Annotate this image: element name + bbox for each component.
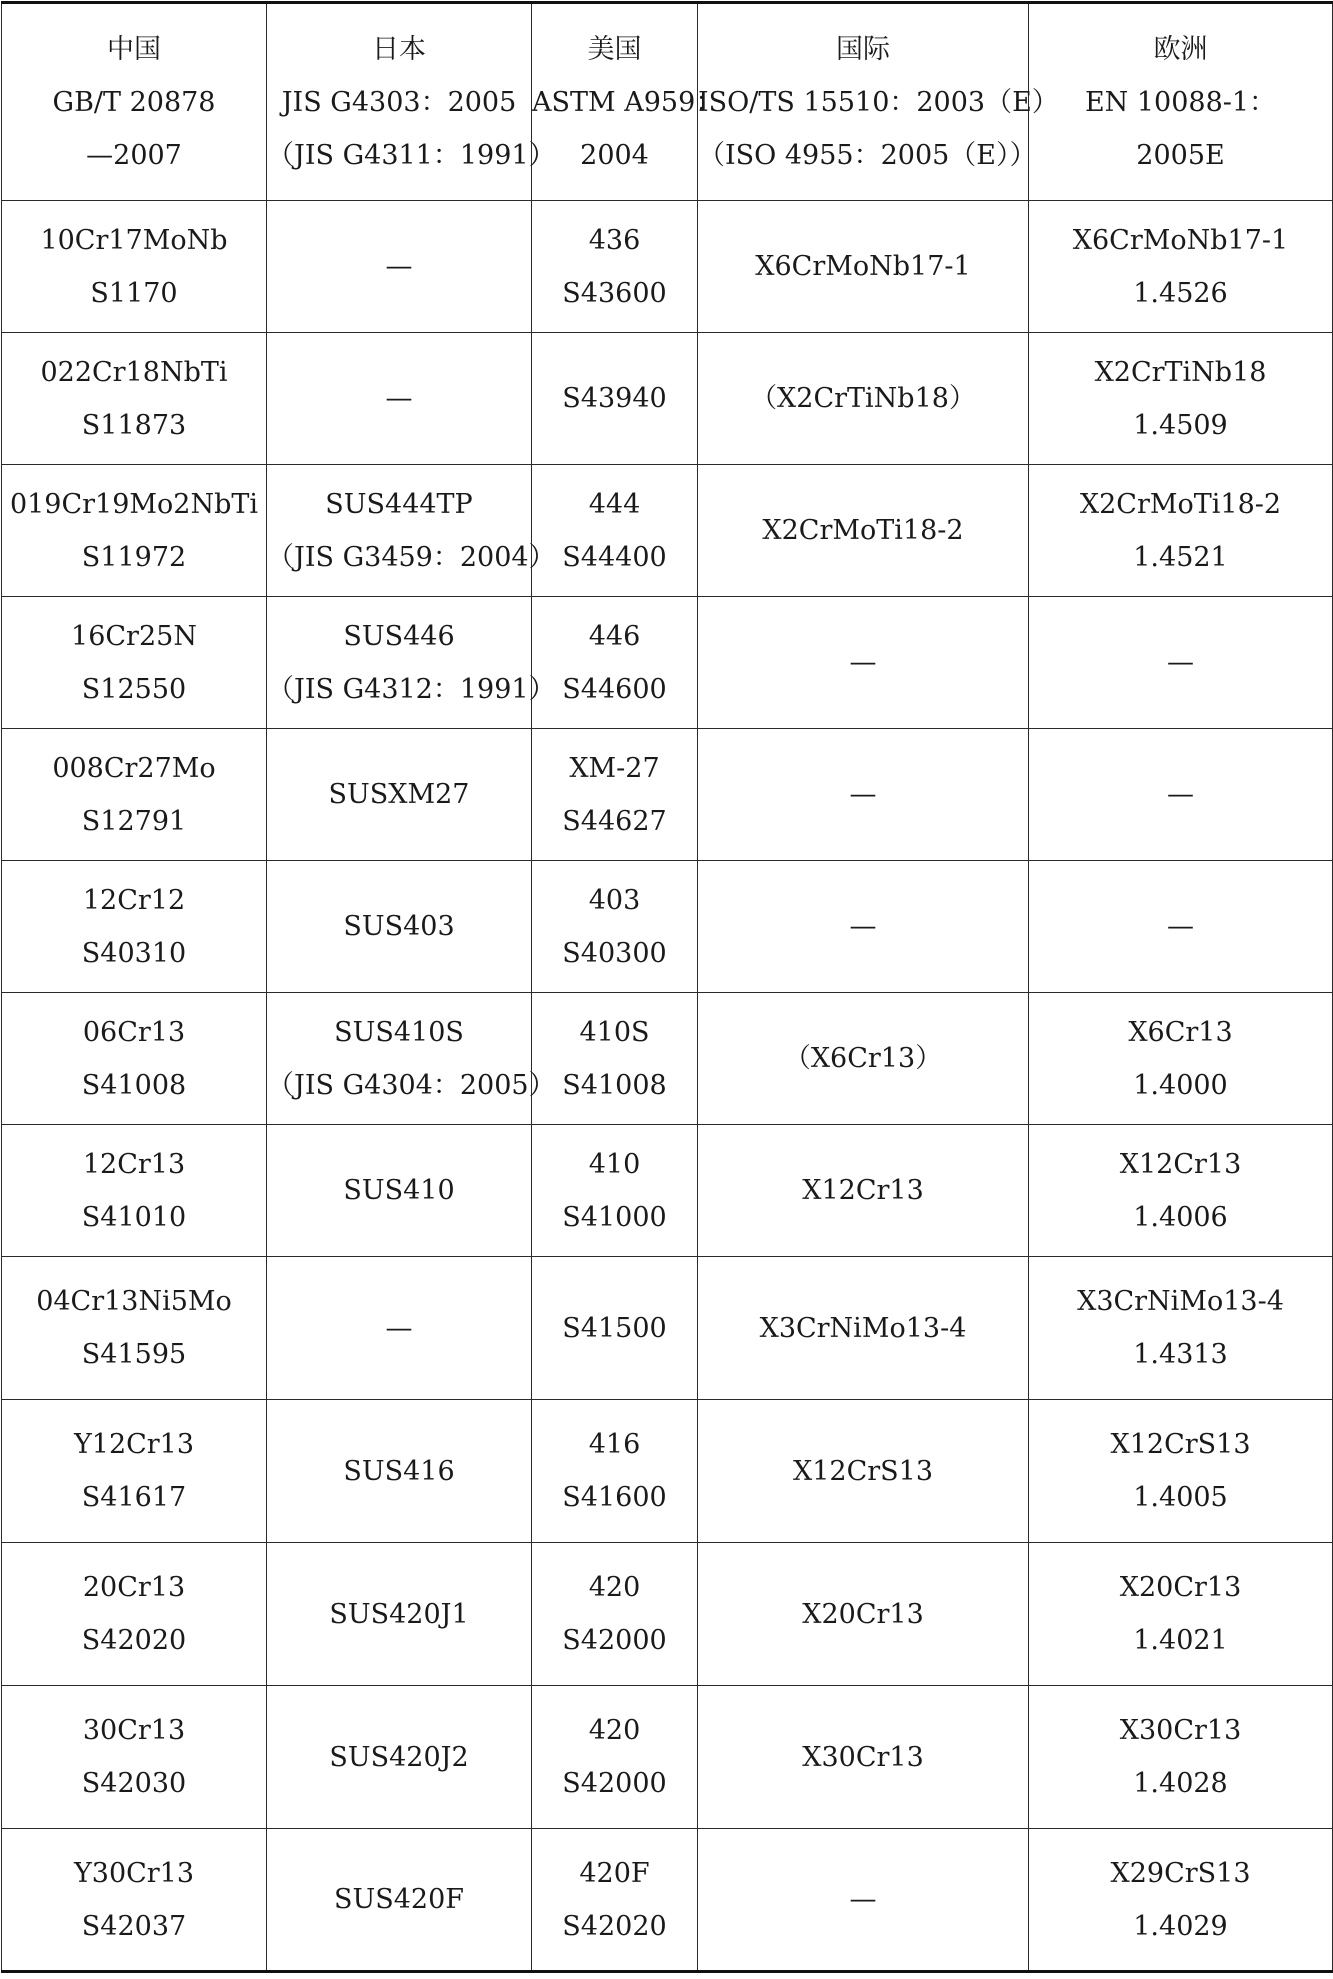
cell-line: （JIS G4304：2005） (267, 1069, 556, 1101)
cell-line: 30Cr13 (82, 1715, 186, 1746)
cell-international (698, 1400, 1029, 1543)
cell-line: S12791 (81, 805, 187, 837)
cell-japan (267, 333, 532, 465)
cell-line: 1.4006 (1133, 1201, 1228, 1233)
cell-europe (1029, 1686, 1333, 1829)
cell-international (698, 201, 1029, 333)
cell-international (698, 729, 1029, 861)
cell-line: S42000 (562, 1625, 667, 1656)
cell-line: — (385, 251, 413, 282)
header-europe (1029, 3, 1333, 201)
cell-line: SUS420J2 (329, 1741, 469, 1773)
cell-line: 446 (588, 620, 641, 652)
cell-international (698, 597, 1029, 729)
cell-japan (267, 1400, 532, 1543)
cell-line: — (849, 647, 877, 678)
header-international (698, 3, 1059, 201)
cell-line: SUS446 (343, 620, 455, 652)
cell-usa (532, 1829, 698, 1972)
header-line: 日本 (372, 33, 426, 65)
cell-china (2, 861, 267, 993)
cell-line: S41008 (81, 1069, 187, 1101)
cell-japan (267, 465, 556, 597)
cell-line: 444 (588, 488, 641, 520)
cell-line: S41595 (81, 1339, 187, 1370)
cell-line: 416 (588, 1429, 641, 1460)
cell-line: X6CrMoNb17-1 (755, 251, 971, 282)
cell-line: 410S (579, 1016, 650, 1048)
cell-line: S43940 (562, 383, 667, 414)
cell-line: 403 (588, 884, 641, 916)
cell-europe (1029, 1125, 1333, 1257)
cell-line: SUS420J1 (329, 1598, 469, 1630)
cell-line: 1.4509 (1133, 409, 1228, 441)
cell-line: 420 (588, 1572, 641, 1603)
cell-line: 20Cr13 (82, 1572, 186, 1603)
cell-international (698, 333, 1029, 465)
cell-line: X20Cr13 (802, 1598, 924, 1630)
cell-japan (267, 1125, 532, 1257)
table-row (2, 1543, 1333, 1686)
header-china (2, 3, 267, 201)
header-line: GB/T 20878 (52, 86, 216, 118)
cell-line: S41010 (81, 1201, 187, 1233)
table-row (2, 729, 1333, 861)
cell-europe (1029, 1829, 1333, 1972)
cell-line: X12CrS13 (1110, 1429, 1251, 1460)
cell-line: 1.4028 (1133, 1768, 1228, 1799)
cell-line: 1.4521 (1133, 541, 1228, 573)
cell-japan (267, 1543, 532, 1686)
header-line: （ISO 4955：2005（E）） (698, 139, 1037, 171)
cell-line: XM-27 (569, 752, 660, 784)
header-line: ISO/TS 15510：2003（E） (698, 86, 1059, 118)
cell-international (698, 1829, 1029, 1972)
cell-line: X2CrMoTi18-2 (1079, 488, 1282, 520)
header-japan (267, 3, 556, 201)
cell-international (698, 861, 1029, 993)
cell-line: 420 (588, 1715, 641, 1746)
cell-line: S41600 (562, 1482, 667, 1513)
cell-line: 1.4313 (1133, 1339, 1228, 1370)
steel-grade-comparison-table (1, 1, 1333, 1973)
cell-line: X30Cr13 (1119, 1715, 1242, 1746)
cell-international (698, 1686, 1029, 1829)
cell-line: — (385, 1312, 413, 1344)
cell-line: 1.4029 (1133, 1910, 1228, 1942)
header-line: 美国 (587, 33, 642, 65)
cell-line: 436 (588, 224, 641, 256)
cell-europe (1029, 201, 1333, 333)
cell-japan (267, 597, 556, 729)
cell-international (698, 465, 1029, 597)
cell-line: X2CrMoTi18-2 (762, 515, 964, 546)
header-line: JIS G4303：2005 (281, 86, 517, 118)
cell-international (698, 1543, 1029, 1686)
cell-line: X12Cr13 (1119, 1148, 1242, 1180)
cell-europe (1029, 597, 1333, 729)
table-header (2, 3, 1333, 201)
cell-china (2, 1543, 267, 1686)
cell-usa (532, 333, 698, 465)
cell-line: X29CrS13 (1110, 1857, 1251, 1889)
cell-line: Y12Cr13 (73, 1429, 195, 1460)
table-row (2, 861, 1333, 993)
cell-line: S40300 (562, 937, 667, 969)
header-line: （JIS G4311：1991） (267, 139, 556, 171)
cell-japan (267, 201, 532, 333)
cell-japan (267, 1829, 532, 1972)
cell-line: X2CrTiNb18 (1094, 356, 1267, 388)
header-line: ASTM A959： (532, 86, 723, 118)
cell-line: 019Cr19Mo2NbTi (9, 488, 259, 520)
table-row (2, 333, 1333, 465)
cell-japan (267, 861, 532, 993)
cell-international (698, 1125, 1029, 1257)
cell-line: 410 (588, 1148, 641, 1180)
cell-china (2, 1400, 267, 1543)
cell-line: 12Cr13 (82, 1148, 186, 1180)
cell-line: X12CrS13 (793, 1455, 933, 1487)
header-row (2, 3, 1333, 201)
cell-usa (532, 1543, 698, 1686)
header-usa (532, 3, 723, 201)
cell-line: X6CrMoNb17-1 (1072, 224, 1289, 256)
cell-line: 420F (579, 1857, 650, 1889)
cell-china (2, 993, 267, 1125)
cell-europe (1029, 1257, 1333, 1400)
header-line: 欧洲 (1153, 33, 1208, 65)
cell-line: 1.4021 (1133, 1625, 1228, 1656)
table-body (2, 201, 1333, 1972)
header-line: 2005E (1136, 139, 1225, 171)
header-line: 中国 (107, 33, 161, 65)
cell-europe (1029, 1543, 1333, 1686)
table-row (2, 201, 1333, 333)
cell-line: 022Cr18NbTi (40, 356, 228, 388)
cell-china (2, 1686, 267, 1829)
cell-line: 04Cr13Ni5Mo (36, 1286, 232, 1317)
cell-line: 1.4526 (1133, 277, 1228, 309)
cell-line: S41617 (81, 1482, 187, 1513)
table-row (2, 993, 1333, 1125)
cell-line: 1.4000 (1133, 1069, 1228, 1101)
cell-europe (1029, 861, 1333, 993)
cell-line: S44600 (562, 673, 667, 705)
cell-usa (532, 1257, 698, 1400)
cell-usa (532, 597, 698, 729)
cell-line: — (1167, 779, 1194, 810)
cell-line: S11873 (81, 409, 187, 441)
cell-line: — (1167, 647, 1194, 678)
cell-japan (267, 1686, 532, 1829)
cell-line: X3CrNiMo13-4 (1077, 1286, 1284, 1317)
cell-line: X3CrNiMo13-4 (759, 1312, 967, 1344)
cell-china (2, 465, 267, 597)
cell-usa (532, 465, 698, 597)
cell-japan (267, 1257, 532, 1400)
cell-line: （JIS G4312：1991） (267, 673, 556, 705)
table-row (2, 1257, 1333, 1400)
cell-line: — (849, 779, 877, 810)
cell-line: S42000 (562, 1768, 667, 1799)
cell-usa (532, 861, 698, 993)
cell-usa (532, 1400, 698, 1543)
cell-line: SUS403 (343, 911, 455, 942)
cell-line: S41008 (562, 1069, 667, 1101)
cell-line: S11972 (81, 541, 187, 573)
cell-usa (532, 1125, 698, 1257)
cell-line: X12Cr13 (802, 1175, 924, 1206)
cell-usa (532, 1686, 698, 1829)
cell-line: 12Cr12 (82, 884, 186, 916)
cell-japan (267, 729, 532, 861)
cell-usa (532, 993, 698, 1125)
cell-line: 10Cr17MoNb (40, 224, 228, 256)
cell-europe (1029, 1400, 1333, 1543)
table-row (2, 1686, 1333, 1829)
cell-line: — (385, 383, 413, 414)
cell-line: — (1167, 911, 1194, 942)
cell-line: （JIS G3459：2004） (267, 541, 556, 573)
cell-line: S44400 (562, 541, 667, 573)
cell-usa (532, 729, 698, 861)
cell-europe (1029, 729, 1333, 861)
cell-line: S42030 (81, 1768, 187, 1799)
header-line: 国际 (836, 33, 890, 65)
cell-europe (1029, 993, 1333, 1125)
cell-line: 16Cr25N (71, 620, 197, 652)
cell-line: X20Cr13 (1119, 1572, 1242, 1603)
cell-line: S42037 (81, 1910, 187, 1942)
cell-line: S41500 (562, 1312, 667, 1344)
cell-line: — (849, 1884, 877, 1915)
cell-line: S1170 (90, 277, 178, 309)
header-line: 2004 (580, 139, 649, 171)
cell-line: SUS420F (333, 1884, 465, 1915)
cell-international (698, 1257, 1029, 1400)
table-row (2, 1829, 1333, 1972)
cell-line: SUS410S (334, 1016, 464, 1048)
cell-line: S12550 (81, 673, 187, 705)
cell-line: S40310 (81, 937, 187, 969)
cell-line: S42020 (81, 1625, 187, 1656)
cell-china (2, 333, 267, 465)
cell-line: X30Cr13 (802, 1741, 924, 1773)
cell-china (2, 1125, 267, 1257)
cell-line: S41000 (562, 1201, 667, 1233)
cell-line: （X6Cr13） (783, 1043, 943, 1074)
table-row (2, 1125, 1333, 1257)
table-row (2, 1400, 1333, 1543)
cell-line: SUSXM27 (328, 779, 470, 810)
cell-line: SUS410 (343, 1175, 455, 1206)
cell-europe (1029, 465, 1333, 597)
cell-line: S42020 (562, 1910, 667, 1942)
cell-china (2, 1829, 267, 1972)
cell-line: 1.4005 (1133, 1482, 1228, 1513)
table-row (2, 465, 1333, 597)
cell-line: SUS416 (343, 1455, 455, 1487)
header-line: EN 10088-1： (1084, 86, 1277, 118)
cell-europe (1029, 333, 1333, 465)
cell-line: X6Cr13 (1128, 1016, 1233, 1048)
cell-line: 06Cr13 (82, 1016, 186, 1048)
cell-japan (267, 993, 556, 1125)
cell-international (698, 993, 1029, 1125)
cell-line: — (849, 911, 877, 942)
table-row (2, 597, 1333, 729)
cell-line: 008Cr27Mo (52, 752, 216, 784)
cell-china (2, 201, 267, 333)
cell-china (2, 1257, 267, 1400)
cell-china (2, 597, 267, 729)
header-line: —2007 (86, 139, 182, 171)
cell-line: Y30Cr13 (73, 1857, 195, 1889)
cell-usa (532, 201, 698, 333)
cell-line: SUS444TP (325, 488, 473, 520)
cell-line: （X2CrTiNb18） (750, 383, 976, 414)
cell-line: S44627 (562, 805, 667, 837)
cell-china (2, 729, 267, 861)
cell-line: S43600 (562, 277, 667, 309)
